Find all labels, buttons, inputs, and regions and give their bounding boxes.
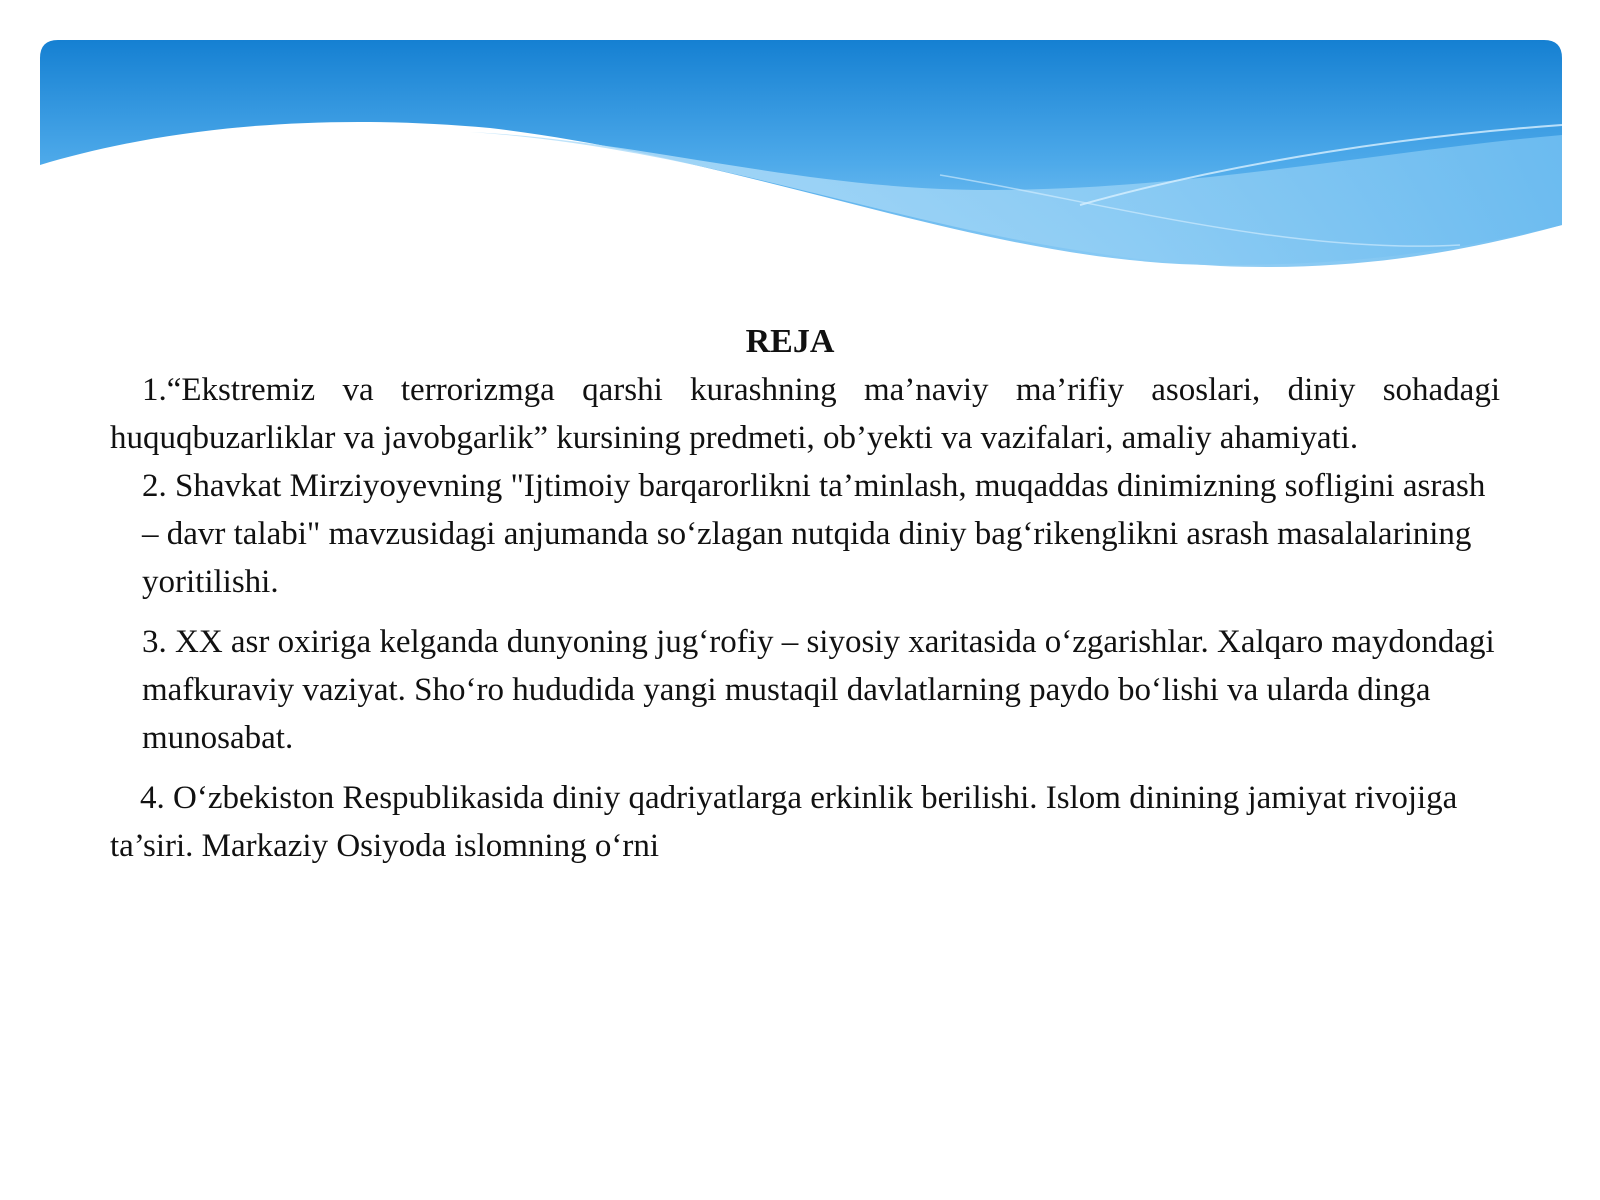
slide-title: REJA <box>745 323 835 360</box>
slide-content <box>110 318 1500 870</box>
wave-banner <box>40 40 1562 290</box>
plan-item-1: 1.“Ekstremiz va terrorizmga qarshi kurashning ma’naviy ma’rifiy asoslari, diniy sohadagi huquqbuzarliklar va javobgarlik” kursining predmeti, ob’yekti va vazifalari, amaliy ahamiyati. <box>110 372 1500 456</box>
wave-graphic <box>40 40 1562 290</box>
plan-item-3: 3. XX asr oxiriga kelganda dunyoning jug‘rofiy – siyosiy xaritasida o‘zgarishlar. Xalqaro maydondagi mafkuraviy vaziyat. Sho‘ro hududida yangi mustaqil davlatlarning paydo bo‘lishi va ularda dinga munosabat. <box>142 624 1495 756</box>
plan-item-4: 4. O‘zbekiston Respublikasida diniy qadriyatlarga erkinlik berilishi. Islom dinining jamiyat rivojiga ta’siri. Markaziy Osiyoda islomning o‘rni <box>110 780 1458 864</box>
plan-item-2: 2. Shavkat Mirziyoyevning "Ijtimoiy barqarorlikni ta’minlash, muqaddas dinimizning sofligini asrash – davr talabi" mavzusidagi anjumanda so‘zlagan nutqida diniy bag‘rikenglikni asrash masalalarining yoritilishi. <box>142 468 1486 600</box>
